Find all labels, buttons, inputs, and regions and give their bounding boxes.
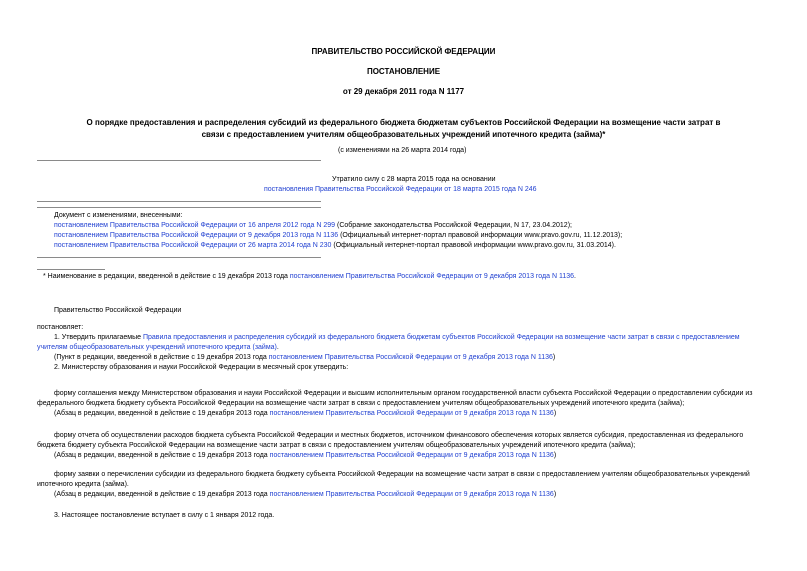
amendment-note-link[interactable]: постановлением Правительства Российской Федерации от 9 декабря 2013 года N 1136: [269, 491, 554, 498]
amendment-item: постановлением Правительства Российской Федерации от 16 апреля 2012 года N 299 (Собрание законодательства Российской Федерации, N 17, 23.04.2012);: [54, 222, 572, 229]
changes-note: (с изменениями на 26 марта 2014 года): [338, 147, 467, 154]
amendment-link[interactable]: постановлением Правительства Российской Федерации от 26 марта 2014 года N 230: [54, 242, 332, 249]
form-3-note: (Абзац в редакции, введенной в действие с 19 декабря 2013 года постановлением Правительства Российской Федерации от 9 декабря 2013 года N 1136): [54, 491, 557, 498]
paragraph-3: 3. Настоящее постановление вступает в силу с 1 января 2012 года.: [54, 512, 275, 519]
amendment-item: постановлением Правительства Российской Федерации от 9 декабря 2013 года N 1136 (Официальный интернет-портал правовой информации www.pravo.gov.ru, 11.12.2013);: [54, 232, 623, 239]
doc-type-heading: ПОСТАНОВЛЕНИЕ: [366, 67, 441, 76]
amendment-item: постановлением Правительства Российской Федерации от 26 марта 2014 года N 230 (Официальный интернет-портал правовой информации www.pravo.gov.ru, 31.03.2014).: [54, 242, 616, 249]
form-3-line-2: ипотечного кредита (займа).: [37, 481, 129, 488]
divider: [37, 257, 321, 258]
document-title-line-1: О порядке предоставления и распределения субсидий из федерального бюджета бюджетам субъектов Российской Федерации на возмещение части затрат в: [86, 118, 721, 127]
paragraph-1-note: (Пункт в редакции, введенной в действие с 19 декабря 2013 года постановлением Правительства Российской Федерации от 9 декабря 2013 года N 1136): [54, 354, 556, 361]
amendment-link[interactable]: постановлением Правительства Российской Федерации от 16 апреля 2012 года N 299: [54, 222, 336, 229]
government-heading: ПРАВИТЕЛЬСТВО РОССИЙСКОЙ ФЕДЕРАЦИИ: [311, 47, 496, 56]
paragraph-1-cont: учителям общеобразовательных учреждений ипотечного кредита (займа).: [37, 344, 279, 351]
expired-text: Утратило силу с 28 марта 2015 года на основании: [332, 176, 496, 183]
form-2-line-2: бюджета бюджету субъекта Российской Федерации на возмещение части затрат в связи с предоставлением учителям общеобразовательных учреждений ипотечного кредита (займа);: [37, 442, 636, 449]
date-number-heading: от 29 декабря 2011 года N 1177: [342, 87, 465, 96]
form-2-note: (Абзац в редакции, введенной в действие с 19 декабря 2013 года постановлением Правительства Российской Федерации от 9 декабря 2013 года N 1136): [54, 452, 557, 459]
divider: [37, 207, 321, 208]
expired-link[interactable]: постановления Правительства Российской Федерации от 18 марта 2015 года N 246: [264, 186, 537, 193]
amendment-note-link[interactable]: постановлением Правительства Российской Федерации от 9 декабря 2013 года N 1136: [269, 452, 554, 459]
resolves-label: постановляет:: [37, 324, 84, 331]
form-1-note: (Абзац в редакции, введенной в действие с 19 декабря 2013 года постановлением Правительства Российской Федерации от 9 декабря 2013 года N 1136): [54, 410, 557, 417]
document-title-line-2: связи с предоставлением учителям общеобразовательных учреждений ипотечного кредита (займа)*: [201, 130, 606, 139]
rules-link[interactable]: Правила предоставления и распределения субсидий из федерального бюджета бюджетам субъектов Российской Федерации на возмещение части затрат в связи с предоставлением: [142, 334, 740, 341]
divider: [37, 160, 321, 161]
form-3-line-1: форму заявки о перечислении субсидии из федерального бюджета бюджету субъекта Российской Федерации на возмещение части затрат в связи с предоставлением учителям общеобразовательных учреждений: [54, 471, 750, 478]
amendment-note-link[interactable]: постановлением Правительства Российской Федерации от 9 декабря 2013 года N 1136: [269, 410, 554, 417]
divider: [37, 201, 321, 202]
government-label: Правительство Российской Федерации: [54, 307, 182, 314]
form-1-line-2: федерального бюджета бюджету субъекта Российской Федерации на возмещение части затрат в связи с предоставлением учителям общеобразовательных учреждений ипотечного кредита (займа);: [37, 400, 685, 407]
form-2-line-1: форму отчета об осуществлении расходов бюджета субъекта Российской Федерации и местных бюджетов, источником финансового обеспечения которых является субсидия, предоставленная из федерального: [54, 432, 744, 439]
paragraph-1: 1. Утвердить прилагаемые Правила предоставления и распределения субсидий из федерального бюджета бюджетам субъектов Российской Федерации на возмещение части затрат в связи с предоставлением: [54, 334, 740, 341]
paragraph-2: 2. Министерству образования и науки Российской Федерации в месячный срок утвердить:: [54, 364, 349, 371]
footnote: * Наименование в редакции, введенной в действие с 19 декабря 2013 года постановлением Правительства Российской Федерации от 9 декабря 2013 года N 1136.: [43, 273, 576, 280]
amendment-note-link[interactable]: постановлением Правительства Российской Федерации от 9 декабря 2013 года N 1136: [268, 354, 553, 361]
amendment-link[interactable]: постановлением Правительства Российской Федерации от 9 декабря 2013 года N 1136: [54, 232, 339, 239]
form-1-line-1: форму соглашения между Министерством образования и науки Российской Федерации и высшим исполнительным органом государственной власти субъекта Российской Федерации о предоставлении субсидии из: [54, 390, 753, 397]
footnote-link[interactable]: постановлением Правительства Российской Федерации от 9 декабря 2013 года N 1136: [289, 273, 575, 280]
rules-link-cont[interactable]: учителям общеобразовательных учреждений ипотечного кредита (займа): [37, 344, 277, 351]
amendments-heading: Документ с изменениями, внесенными:: [54, 212, 183, 219]
footnote-divider: [37, 269, 105, 270]
